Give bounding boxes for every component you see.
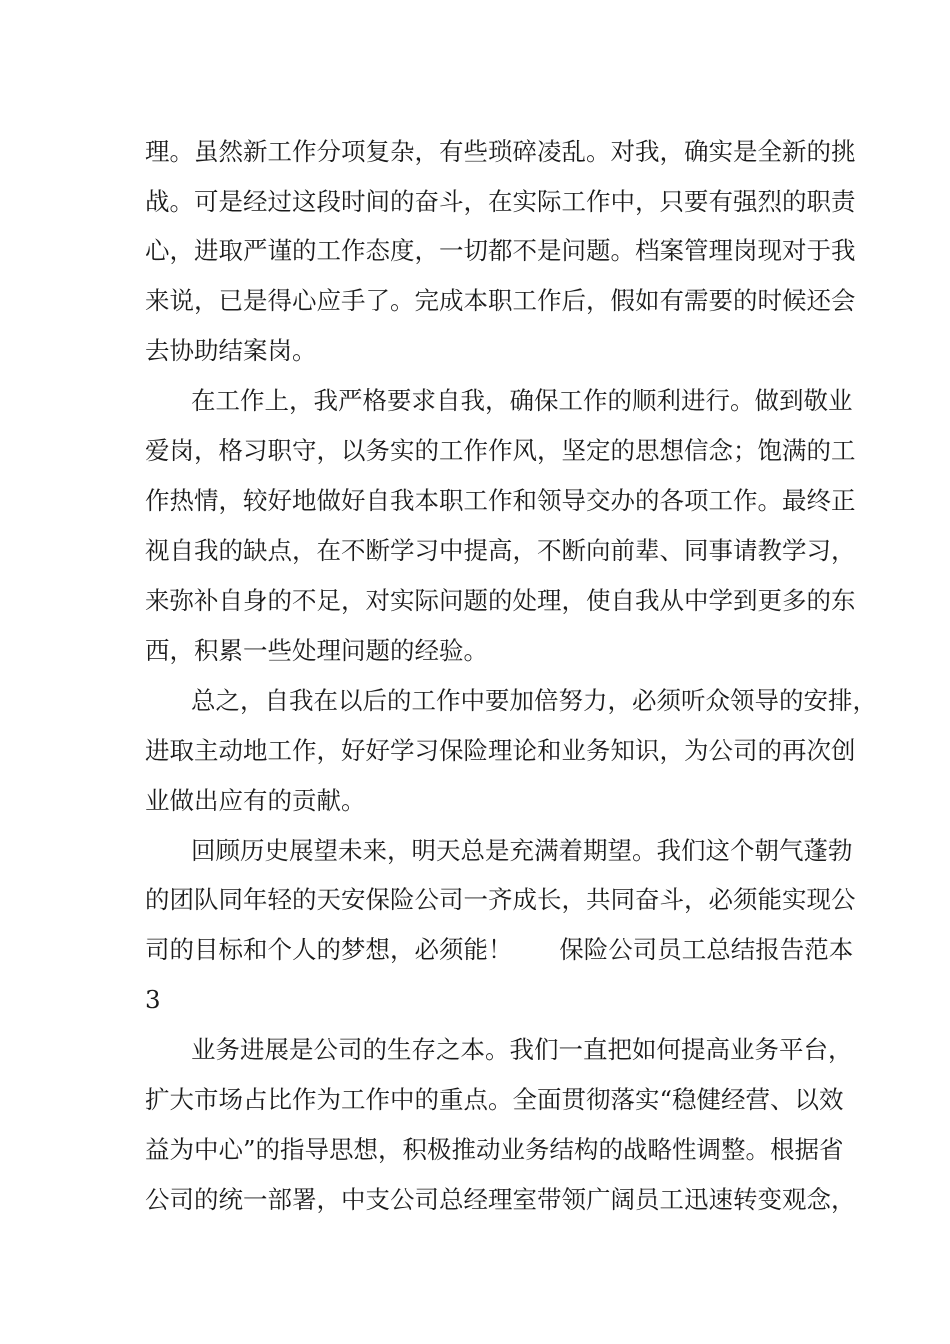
text-line: 益为中心”的指导思想，积极推动业务结构的战略性调整。根据省	[145, 1135, 844, 1164]
text-line: 去协助结案岗。	[145, 336, 317, 365]
text-line: 理。虽然新工作分项复杂，有些琐碎凌乱。对我，确实是全新的挑	[145, 137, 856, 166]
text-line: 业做出应有的贡献。	[145, 786, 366, 815]
text-line: 司的目标和个人的梦想，必须能！ 保险公司员工总结报告范本	[145, 935, 854, 964]
paragraph-first-line: 总之，自我在以后的工作中要加倍努力，必须听众领导的安排，	[191, 686, 877, 715]
text-line: 爱岗，格习职守，以务实的工作作风，坚定的思想信念；饱满的工	[145, 436, 856, 465]
text-line: 战。可是经过这段时间的奋斗，在实际工作中，只要有强烈的职责	[145, 187, 856, 216]
text-line: 西，积累一些处理问题的经验。	[145, 636, 488, 665]
text-line: 3	[145, 985, 161, 1014]
text-line: 心，进取严谨的工作态度，一切都不是问题。档案管理岗现对于我	[145, 236, 856, 265]
text-line: 来弥补自身的不足，对实际问题的处理，使自我从中学到更多的东	[145, 586, 856, 615]
text-line: 扩大市场占比作为工作中的重点。全面贯彻落实“稳健经营、以效	[145, 1085, 844, 1114]
text-line: 进取主动地工作，好好学习保险理论和业务知识，为公司的再次创	[145, 736, 856, 765]
paragraph-first-line: 回顾历史展望未来，明天总是充满着期望。我们这个朝气蓬勃	[191, 836, 853, 865]
paragraph-first-line: 在工作上，我严格要求自我，确保工作的顺利进行。做到敬业	[191, 386, 853, 415]
paragraph-first-line: 业务进展是公司的生存之本。我们一直把如何提高业务平台，	[191, 1035, 853, 1064]
text-line: 作热情，较好地做好自我本职工作和领导交办的各项工作。最终正	[145, 486, 856, 515]
text-line: 公司的统一部署，中支公司总经理室带领广阔员工迅速转变观念，	[145, 1185, 856, 1214]
text-line: 视自我的缺点，在不断学习中提高，不断向前辈、同事请教学习，	[145, 536, 856, 565]
text-line: 来说，已是得心应手了。完成本职工作后，假如有需要的时候还会	[145, 286, 856, 315]
text-line: 的团队同年轻的天安保险公司一齐成长，共同奋斗，必须能实现公	[145, 885, 856, 914]
